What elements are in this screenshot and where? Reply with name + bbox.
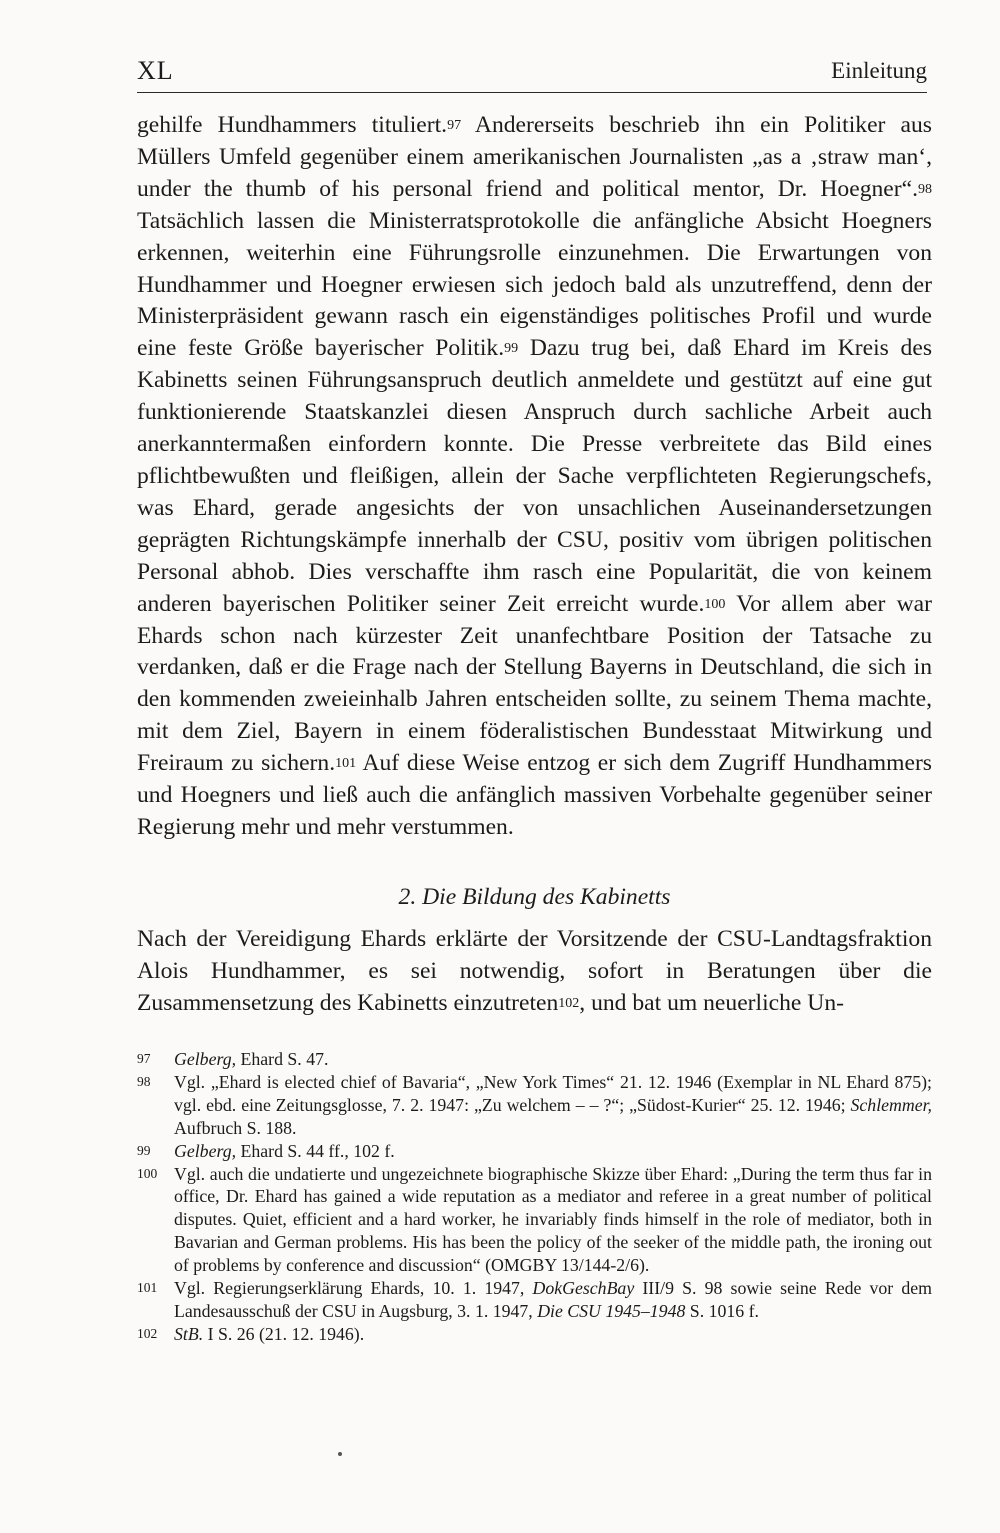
footnote-text: Vgl. „Ehard is elected chief of Bavaria“, „New York Times“ 21. 12. 1946 (Exemplar in NL Ehard 875); vgl. ebd. eine Zeitungsglosse, 7. 2. 1947: „Zu welchem – – ?“; „Südost-Kurier“ 25. 12. 1946;	[174, 1071, 932, 1115]
footnotes	[137, 1048, 932, 1346]
footnote-text: Schlemmer,	[850, 1094, 932, 1115]
paragraph-2	[137, 924, 932, 1020]
page-header	[137, 52, 927, 93]
text-run: Tatsächlich lassen die Ministerratsprotokolle die anfängliche Absicht Hoegners erkennen, weiterhin eine Führungsrolle einzunehmen. Die Erwartungen von Hundhammer und Hoegner erwiesen sich jedoch bald als unzutreffend, denn der Ministerpräsident gewann rasch ein eigenständiges politisches Profil und wurde eine feste Größe bayerischer Politik.	[137, 207, 932, 362]
text-run: Andererseits beschrieb ihn ein Politiker aus Müllers Umfeld gegenüber einem amerikanischen Journalisten „as a ‚straw man‘, under the thumb of his personal friend and political mentor, Dr. Hoegner“.	[137, 112, 932, 202]
footnote-number: 101	[137, 1280, 158, 1296]
footnote-ref-98: 98	[918, 181, 932, 197]
footnote-text: DokGeschBay	[532, 1278, 635, 1299]
footnote-text: III/9 S. 98 sowie seine Rede vor dem Landesausschuß der CSU in Augsburg, 3. 1. 1947,	[174, 1278, 932, 1321]
footnote-ref-100: 100	[704, 596, 726, 612]
footnote-number: 102	[137, 1325, 158, 1341]
footnote	[137, 1323, 932, 1346]
footnote-text: StB.	[174, 1323, 204, 1344]
footnote-text: Die CSU 1945–1948	[537, 1300, 686, 1321]
footnote-number: 97	[137, 1051, 151, 1066]
footnote-ref-102: 102	[558, 995, 580, 1011]
main-text	[137, 110, 933, 1016]
running-title: Einleitung	[831, 58, 927, 83]
footnote-text: Gelberg,	[174, 1049, 237, 1069]
footnote-text: S. 1016 f.	[685, 1300, 759, 1321]
footnote-ref-97: 97	[447, 118, 462, 133]
footnote-text: Ehard S. 47.	[236, 1049, 329, 1069]
footnote-text: Vgl. auch die undatierte und ungezeichnete biographische Skizze über Ehard: „During the term thus far in office, Dr. Ehard has gained a wide reputation as a mediator and referee in a great number of political disputes. Quiet, efficient and a hard worker, he invariably finds himself in the role of mediator, both in Bavarian and German problems. His has been the policy of the seeker of the middle path, the ironing out of problems by conference and discussion“ (OMGBY 13/144-2/6).	[174, 1163, 932, 1276]
text-run: Nach der Vereidigung Ehards erklärte der Vorsitzende der CSU-Landtagsfraktion Alois Hundhammer, es sei notwendig, sofort in Beratungen über die Zusammensetzung des Kabinetts einzutreten	[137, 926, 932, 1016]
page-number: XL	[137, 56, 174, 85]
footnote	[137, 1071, 932, 1140]
footnote-number: 100	[137, 1165, 158, 1181]
text-run: gehilfe Hundhammers tituliert.	[137, 112, 448, 138]
footnote	[137, 1140, 932, 1163]
footnote-text: Vgl. Regierungserklärung Ehards, 10. 1. 1947,	[174, 1278, 533, 1299]
section-heading: 2. Die Bildung des Kabinetts	[398, 884, 671, 910]
footnote-ref-99: 99	[504, 341, 519, 357]
footnote	[137, 1048, 932, 1071]
footnote-text: Ehard S. 44 ff., 102 f.	[236, 1140, 395, 1161]
footnote	[137, 1277, 932, 1323]
paragraph-1	[137, 110, 932, 844]
text-run: Auf diese Weise entzog er sich dem Zugriff Hundhammers und Hoegners und ließ auch die anfänglich massiven Vorbehalte gegenüber seiner Regierung mehr und mehr verstummen.	[137, 750, 932, 840]
footnote-text: I S. 26 (21. 12. 1946).	[203, 1323, 365, 1344]
footnote-text: Gelberg,	[174, 1140, 237, 1161]
footnote-ref-101: 101	[335, 756, 357, 772]
footnote	[137, 1163, 932, 1278]
footnote-number: 98	[137, 1073, 151, 1089]
speck	[338, 1452, 342, 1456]
text-run: Vor allem aber war Ehards schon nach kürzester Zeit unanfechtbare Position der Tatsache zu verdanken, daß er die Frage nach der Stellung Bayerns in Deutschland, die sich in den kommenden zweieinhalb Jahren entscheiden sollte, zu seinem Thema machte, mit dem Ziel, Bayern in einem föderalistischen Bundesstaat Mitwirkung und Freiraum zu sichern.	[137, 590, 932, 777]
text-run: , und bat um neuerliche Un-	[579, 989, 844, 1016]
text-run: Dazu trug bei, daß Ehard im Kreis des Kabinetts seinen Führungsanspruch deutlich anmeldete und gestützt auf eine gut funktionierende Staatskanzlei diesen Anspruch durch sachliche Arbeit auch anerkanntermaßen einfordern konnte. Die Presse verbreitete das Bild eines pflichtbewußten und fleißigen, allein der Sache verpflichteten Regierungschefs, was Ehard, gerade angesichts der von unsachlichen Auseinandersetzungen geprägten Richtungskämpfe innerhalb der CSU, positiv vom übrigen politischen Personal abhob. Dies verschaffte ihm rasch eine Popularität, die von keinem anderen bayerischen Politiker seiner Zeit erreicht wurde.	[137, 335, 933, 617]
footnote-number: 99	[137, 1142, 151, 1158]
footnote-text: Aufbruch S. 188.	[174, 1117, 297, 1138]
